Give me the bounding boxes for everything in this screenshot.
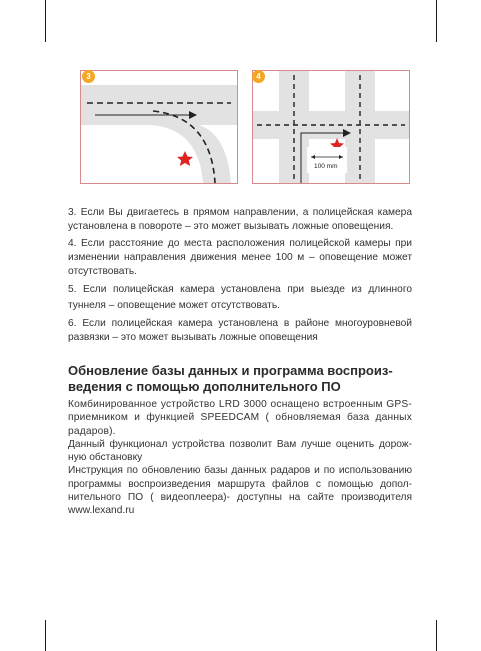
curve-road-diagram	[81, 71, 237, 183]
figure-3-curve-road	[80, 70, 238, 184]
section-heading: Обновление базы данных и программа воспроиз-ведения с помощью дополнительного ПО	[68, 363, 393, 394]
figure-4-cross-roads	[252, 70, 410, 184]
crop-mark-top-right	[436, 0, 437, 42]
crop-mark-top-left	[45, 0, 46, 42]
figure-badge-3: 3	[82, 70, 95, 83]
camera-star-icon	[177, 151, 193, 166]
curved-road	[151, 123, 231, 183]
figure-badge-4: 4	[252, 70, 265, 83]
cross-roads-diagram	[253, 71, 409, 183]
notes-list	[68, 206, 412, 348]
note-4: 4. Если расстояние до места расположения полицейской камеры при изменении направления движения менее 100 м – оповещение может отсутствовать.	[68, 238, 412, 277]
section-body	[68, 398, 412, 518]
note-5: 5. Если полицейская камера установлена при выезде из длинного туннеля – оповещение может отсутствовать.	[68, 284, 412, 311]
section-paragraph-2: Данный функционал устройства позволит Вам лучше оценить дорож-ную обстановку	[68, 438, 412, 464]
scale-label: 100 mm	[314, 163, 338, 170]
section-paragraph-1: Комбинированное устройство LRD 3000 оснащено встроенным GPS-приемником и функцией SPEEDCAM ( обновляемая база данных радаров).	[68, 399, 412, 437]
section-paragraph-3: Инструкция по обновлению базы данных радаров и по использованию программы воспроизведения маршрута файлов с помощью допол-нительного ПО ( видеоплеера)- доступны на сайте производителя www.lexand.ru	[68, 465, 412, 517]
straight-road	[81, 85, 237, 125]
note-3: 3. Если Вы двигаетесь в прямом направлении, а полицейская камера установлена в повороте – это может вызывать ложные оповещения.	[68, 207, 412, 232]
crop-mark-bottom-right	[436, 620, 437, 651]
crop-mark-bottom-left	[45, 620, 46, 651]
note-6: 6. Если полицейская камера установлена в районе многоуровневой развязки – это может вызывать ложные оповещения	[68, 318, 412, 343]
